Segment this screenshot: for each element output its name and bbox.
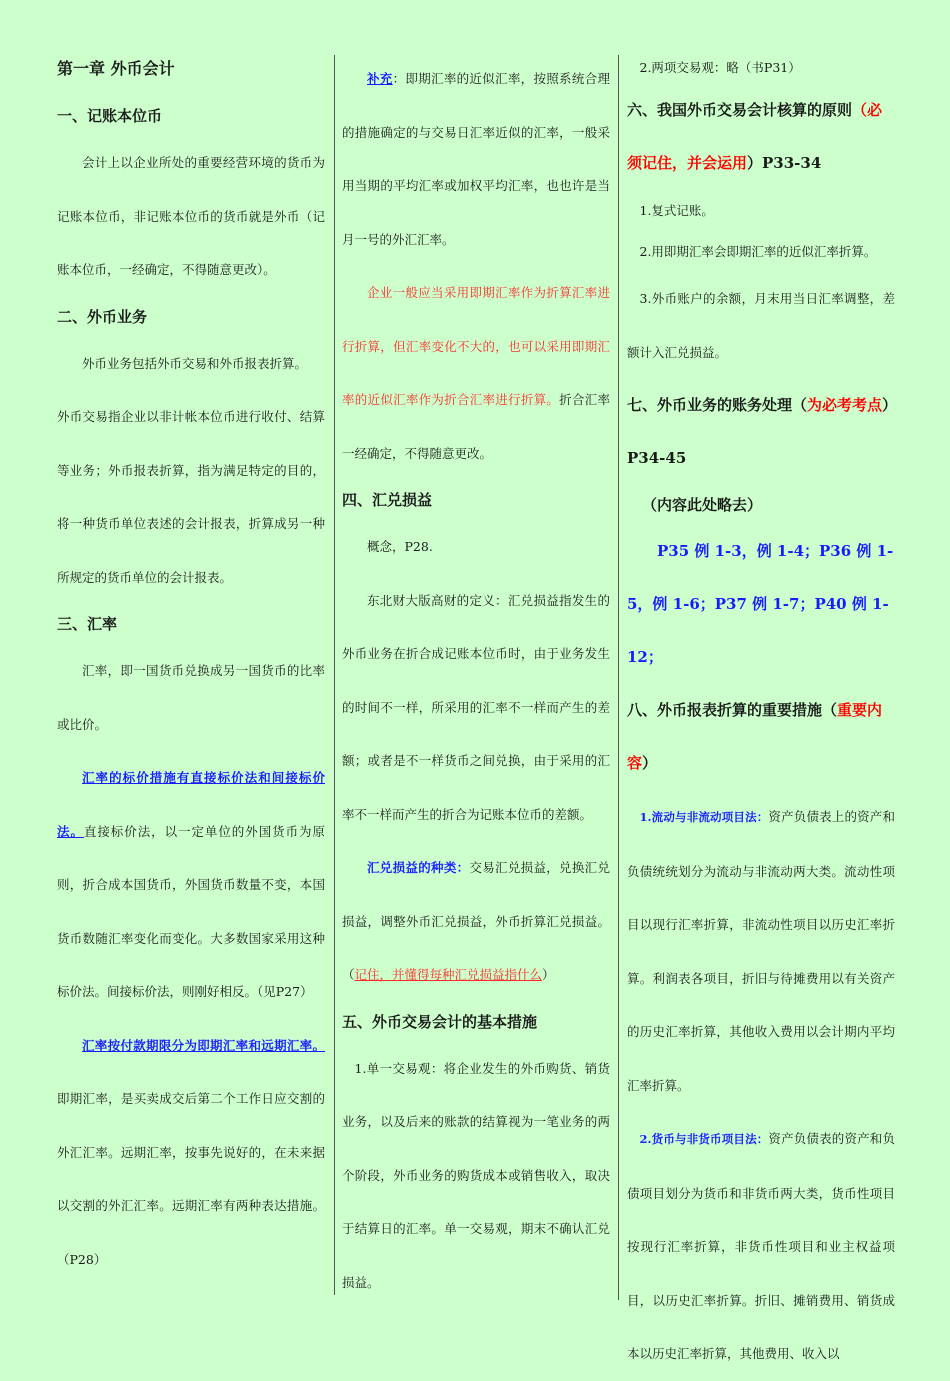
column-1 — [57, 52, 325, 1286]
section-4-definition: 东北财大版高财的定义：汇兑损益指发生的外币业务在折合成记账本位币时，由于业务发生的时间不一样，所采用的汇率不一样而产生的差额；或者是不一样货币之间兑换，由于采用的汇率不一样而产生的折合为记账本位币的差额。 — [342, 592, 610, 822]
section-3-title: 三、汇率 — [57, 615, 118, 633]
section-8-title-text: 八、外币报表折算的重要措施（ — [627, 701, 838, 719]
section-7-title-pages: ）P34-45 — [627, 396, 890, 467]
rate-rule-highlight: 企业一般应当采用即期汇率作为折算汇率进行折算，但汇率变化不大的，也可以采用即期汇率的近似汇率作为折合汇率进行折算。 — [342, 285, 610, 407]
section-5-item-2: 2.两项交易观：略（书P31） — [639, 60, 801, 75]
section-6-item-1: 1.复式记账。 — [639, 203, 714, 218]
section-7-note: （内容此处略去） — [642, 496, 763, 514]
section-8-title-end: ） — [642, 754, 658, 772]
quote-method-text: 直接标价法，以一定单位的外国货币为原则，折合成本国货币，外国货币数量不变，本国货币数随汇率变化而变化。大多数国家采用这种标价法。间接标价法，则刚好相反。（见P27） — [57, 823, 325, 999]
column-divider-left — [334, 55, 335, 1295]
types-text: 交易汇兑损益，兑换汇兑损益，调整外币汇兑损益，外币折算汇兑损益。（ — [342, 860, 610, 982]
rate-rule-paragraph — [342, 266, 610, 480]
section-4-concept: 概念，P28. — [367, 539, 433, 554]
section-3-paragraph-1: 汇率，即一国货币兑换成另一国货币的比率或比价。 — [57, 663, 325, 732]
section-6-title-text: 六、我国外币交易会计核算的原则 — [627, 101, 853, 119]
types-note-link[interactable]: 记住，并懂得每种汇兑损益指什么 — [354, 967, 543, 982]
monetary-text: 资产负债表的资产和负债项目划分为货币和非货币两大类，货币性项目按现行汇率折算，非货币性项目和业主权益项目，以历史汇率折算。折旧、摊销费用、销货成本以历史汇率折算，其他费用、收入以 — [627, 1131, 895, 1361]
section-6-item-2: 2.用即期汇率会即期汇率的近似汇率折算。 — [639, 244, 877, 259]
section-5-item-1: 1.单一交易观：将企业发生的外币购货、销货业务，以及后来的账款的结算视为一笔业务的两个阶段，外币业务的购货成本或销售收入，取决于结算日的汇率。单一交易观，期末不确认汇兑损益。 — [342, 1060, 610, 1290]
section-3-paragraph-2 — [57, 751, 325, 1019]
supplement-link[interactable]: 补充 — [367, 71, 393, 86]
section-6-title-pages: ）P33-34 — [747, 154, 822, 172]
section-6-item-3: 3.外币账户的余额，月末用当日汇率调整，差额计入汇兑损益。 — [627, 291, 895, 360]
section-8-item-2 — [627, 1112, 895, 1381]
payment-term-text: 即期汇率，是买卖成交后第二个工作日应交割的外汇汇率。远期汇率，按事先说好的，在未来据以交割的外汇汇率。远期汇率有两种表达措施。（P28） — [57, 1091, 325, 1267]
section-8-item-1 — [627, 790, 895, 1112]
current-noncurrent-text: 资产负债表上的资产和负债统统划分为流动与非流动两大类。流动性项目以现行汇率折算，非流动性项目以历史汇率折算。利润表各项目，折旧与待摊费用以有关资产的历史汇率折算，其他收入费用以会计期内平均汇率折算。 — [627, 809, 895, 1093]
payment-term-link[interactable]: 汇率按付款期限分为即期汇率和远期汇率。 — [82, 1037, 325, 1053]
column-2 — [342, 52, 610, 1309]
section-8-title — [627, 684, 895, 790]
section-5-title: 五、外币交易会计的基本措施 — [342, 1012, 538, 1031]
section-6-title-highlight: （必须记住，并会运用 — [627, 101, 883, 172]
section-7-title — [627, 379, 895, 485]
supplement-text: ：即期汇率的近似汇率，按照系统合理的措施确定的与交易日汇率近似的汇率，一般采用当期的平均汇率或加权平均汇率，也也许是当月一号的外汇汇率。 — [342, 71, 610, 247]
section-2-paragraph-1: 外币业务包括外币交易和外币报表折算。 — [82, 355, 308, 371]
section-4-types — [342, 841, 610, 1002]
section-7-examples: P35 例 1-3，例 1-4；P36 例 1-5，例 1-6；P37 例 1-7；P40 例 1-12； — [627, 542, 894, 666]
section-3-paragraph-3 — [57, 1019, 325, 1287]
section-7-title-text: 七、外币业务的账务处理（ — [627, 396, 808, 414]
section-7-title-highlight: 为必考考点 — [807, 396, 883, 414]
chapter-title: 第一章 外币会计 — [57, 59, 175, 78]
column-3 — [627, 52, 895, 1381]
types-lead: 汇兑损益的种类： — [367, 860, 470, 875]
types-end: ） — [542, 967, 555, 982]
section-2-title: 二、外币业务 — [57, 307, 148, 326]
quote-method-link[interactable]: 汇率的标价措施有直接标价法和间接标价法。 — [57, 770, 325, 839]
rate-rule-text: 折合汇率一经确定，不得随意更改。 — [342, 392, 610, 461]
monetary-lead: 2.货币与非货币项目法： — [639, 1132, 769, 1146]
current-noncurrent-lead: 1.流动与非流动项目法： — [639, 810, 769, 824]
supplement-paragraph — [342, 52, 610, 266]
section-1-title: 一、记账本位币 — [57, 107, 163, 125]
section-6-title — [627, 84, 895, 190]
column-divider-right — [618, 55, 619, 1300]
section-8-title-highlight: 重要内容 — [627, 701, 883, 772]
section-1-paragraph: 会计上以企业所处的重要经营环境的货币为记账本位币，非记账本位币的货币就是外币（记账本位币，一经确定，不得随意更改）。 — [57, 155, 325, 277]
section-4-title: 四、汇兑损益 — [342, 491, 433, 509]
section-2-paragraph-2: 外币交易指企业以非计帐本位币进行收付、结算等业务；外币报表折算，指为满足特定的目的，将一种货币单位表述的会计报表，折算成另一种所规定的货币单位的会计报表。 — [57, 409, 325, 585]
